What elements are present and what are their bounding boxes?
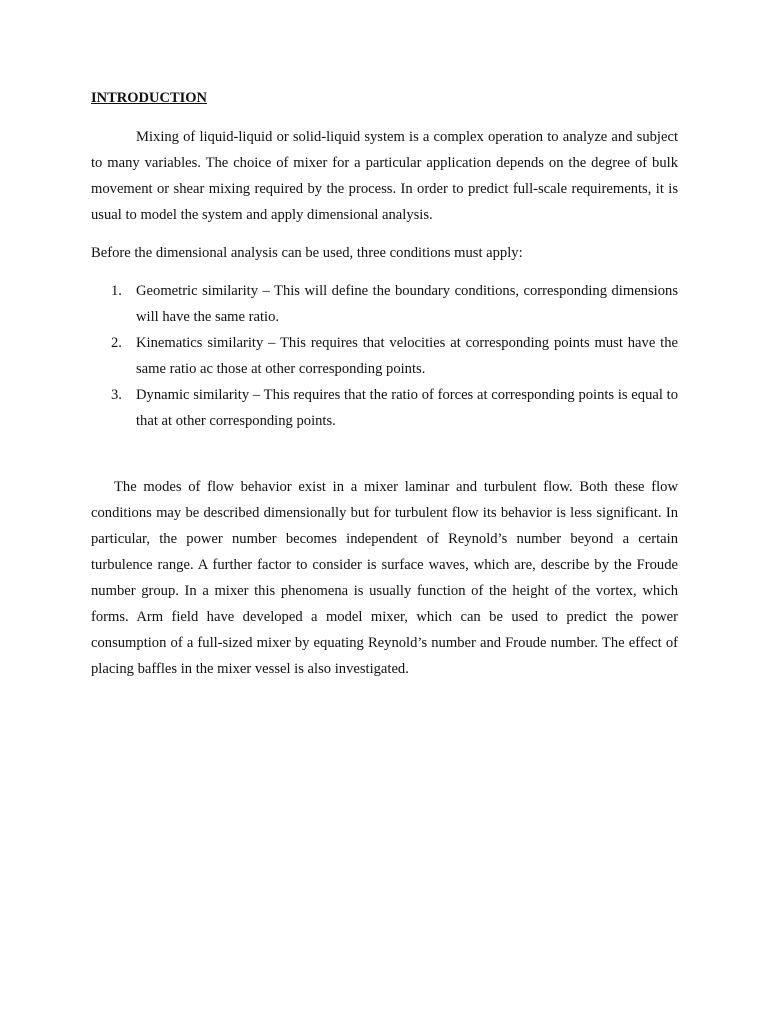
conditions-lead-text: Before the dimensional analysis can be used, three conditions must apply: xyxy=(91,245,523,261)
intro-paragraph: Mixing of liquid-liquid or solid-liquid system is a complex operation to analyze and subject to many variables. The choice of mixer for a particular application depends on the degree of bulk movement or shear mixing required by the process. In order to predict full-scale requirements, it is usual to model the system and apply dimensional analysis. xyxy=(91,129,678,223)
list-item-text: Dynamic similarity – This requires that the ratio of forces at corresponding points is equal to that at other corresponding points. xyxy=(136,387,678,429)
flow-behavior-paragraph: The modes of flow behavior exist in a mixer laminar and turbulent flow. Both these flow conditions may be described dimensionally but for turbulent flow its behavior is less significant. In particular, the power number becomes independent of Reynold’s number beyond a certain turbulence range. A further factor to consider is surface waves, which are, describe by the Froude number group. In a mixer this phenomena is usually function of the height of the vortex, which forms. Arm field have developed a model mixer, which can be used to predict the power consumption of a full-sized mixer by equating Reynold’s number and Froude number. The effect of placing baffles in the mixer vessel is also investigated. xyxy=(91,479,678,677)
list-item-number: 2. xyxy=(111,335,122,351)
list-item-text: Kinematics similarity – This requires that velocities at corresponding points must have the same ratio ac those at other corresponding points. xyxy=(136,335,678,377)
conditions-list xyxy=(91,278,678,434)
list-item-text: Geometric similarity – This will define the boundary conditions, corresponding dimensions will have the same ratio. xyxy=(136,283,678,325)
list-item-number: 3. xyxy=(111,387,122,403)
list-item-number: 1. xyxy=(111,283,122,299)
list-item xyxy=(91,278,678,330)
section-heading: INTRODUCTION xyxy=(91,90,208,106)
document-body xyxy=(91,88,678,682)
list-item xyxy=(91,330,678,382)
section-spacer xyxy=(91,434,678,474)
list-item xyxy=(91,382,678,434)
